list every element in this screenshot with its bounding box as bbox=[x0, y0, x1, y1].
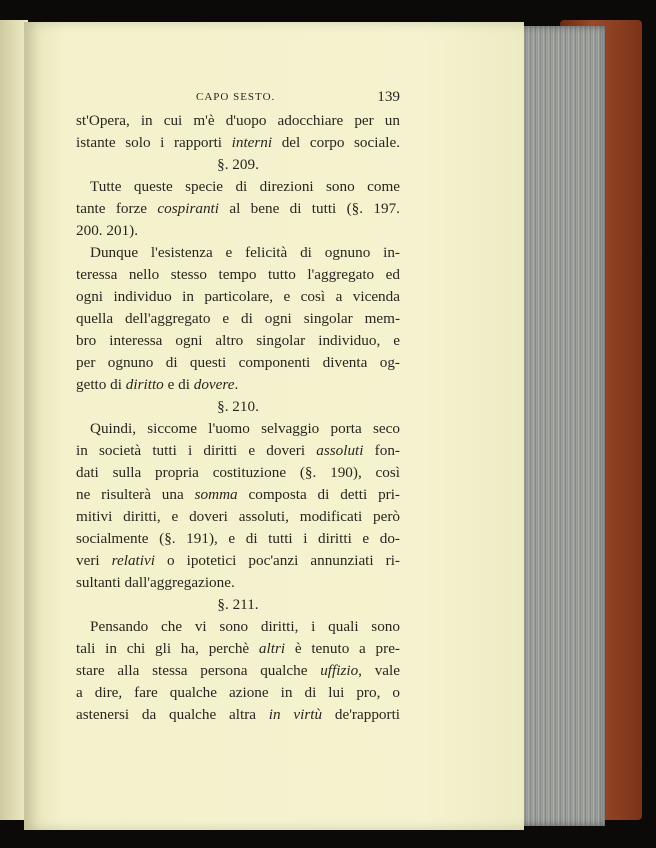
italic-term: relativi bbox=[111, 552, 155, 569]
text-line bbox=[76, 308, 400, 330]
page-number: 139 bbox=[377, 88, 400, 105]
text-line bbox=[76, 704, 400, 726]
text-line bbox=[76, 550, 400, 572]
text-line bbox=[76, 198, 400, 220]
text-segment: Quindi, siccome l'uomo selvaggio porta seco bbox=[90, 420, 400, 437]
text-segment: st'Opera, in cui m'è d'uopo adocchiare per un bbox=[76, 112, 400, 129]
text-line bbox=[76, 682, 400, 704]
text-line bbox=[76, 462, 400, 484]
text-segment: è tenuto a pre- bbox=[285, 640, 400, 657]
text-segment: ogni individuo in particolare, e così a vicenda bbox=[76, 288, 400, 305]
text-segment: o ipotetici poc'anzi annunziati ri- bbox=[154, 552, 400, 569]
text-line bbox=[76, 110, 400, 132]
text-segment: dati sulla propria costituzione (§. 190), così bbox=[76, 464, 400, 481]
page-header bbox=[76, 84, 400, 110]
section-heading bbox=[76, 154, 400, 176]
text-segment: tante forze bbox=[76, 200, 158, 217]
text-line bbox=[76, 220, 400, 242]
text-segment: Dunque l'esistenza e felicità di ognuno in- bbox=[90, 244, 400, 261]
text-line bbox=[76, 242, 400, 264]
text-segment: stare alla stessa persona qualche bbox=[76, 662, 321, 679]
text-segment: 200. 201). bbox=[76, 222, 139, 239]
page-edges bbox=[517, 26, 605, 826]
italic-term: in virtù bbox=[268, 706, 323, 723]
text-segment: composta di detti pri- bbox=[237, 486, 400, 503]
text-segment: §. 211. bbox=[217, 596, 259, 613]
page-text bbox=[76, 84, 400, 726]
text-segment: getto di bbox=[76, 376, 126, 393]
running-title: CAPO SESTO. bbox=[196, 91, 276, 103]
text-segment: istante solo i rapporti bbox=[76, 134, 232, 151]
text-line bbox=[76, 264, 400, 286]
text-segment: fon- bbox=[363, 442, 400, 459]
text-segment: tali in chi gli ha, perchè bbox=[76, 640, 259, 657]
text-line bbox=[76, 660, 400, 682]
section-heading bbox=[76, 396, 400, 418]
text-segment: e di bbox=[163, 376, 194, 393]
text-segment: teressa nello stesso tempo tutto l'aggregato ed bbox=[76, 266, 400, 283]
italic-term: altri bbox=[258, 640, 286, 657]
text-segment: al bene di tutti (§. 197. bbox=[219, 200, 400, 217]
text-segment: per ognuno di questi componenti diventa og- bbox=[76, 354, 400, 371]
text-segment: veri bbox=[76, 552, 112, 569]
text-segment: astenersi da qualche altra bbox=[76, 706, 269, 723]
text-line bbox=[76, 506, 400, 528]
text-segment: . bbox=[234, 376, 239, 393]
italic-term: assoluti bbox=[316, 442, 364, 459]
text-segment: mitivi diritti, e doveri assoluti, modificati però bbox=[76, 508, 400, 525]
text-line bbox=[76, 418, 400, 440]
text-line bbox=[76, 132, 400, 154]
text-segment: §. 210. bbox=[217, 398, 259, 415]
text-line bbox=[76, 638, 400, 660]
text-line bbox=[76, 330, 400, 352]
text-line bbox=[76, 440, 400, 462]
italic-term: somma bbox=[194, 486, 238, 503]
text-line bbox=[76, 572, 400, 594]
text-segment: sultanti dall'aggregazione. bbox=[76, 574, 235, 591]
text-line bbox=[76, 484, 400, 506]
text-segment: , vale bbox=[358, 662, 401, 679]
text-segment: de'rapporti bbox=[322, 706, 401, 723]
italic-term: diritto bbox=[125, 376, 164, 393]
italic-term: interni bbox=[231, 134, 273, 151]
text-line bbox=[76, 176, 400, 198]
text-segment: ne risulterà una bbox=[76, 486, 195, 503]
text-line bbox=[76, 352, 400, 374]
text-segment: §. 209. bbox=[217, 156, 259, 173]
text-segment: a dire, fare qualche azione in di lui pro, o bbox=[76, 684, 400, 701]
text-segment: quella dell'aggregato e di ogni singolar mem- bbox=[76, 310, 400, 327]
text-line bbox=[76, 286, 400, 308]
text-segment: bro interessa ogni altro singolar individuo, e bbox=[76, 332, 400, 349]
text-segment: Tutte queste specie di direzioni sono come bbox=[90, 178, 400, 195]
text-line bbox=[76, 528, 400, 550]
italic-term: cospiranti bbox=[157, 200, 219, 217]
section-heading bbox=[76, 594, 400, 616]
text-segment: in società tutti i diritti e doveri bbox=[76, 442, 317, 459]
italic-term: uffizio bbox=[320, 662, 359, 679]
italic-term: dovere bbox=[193, 376, 235, 393]
text-line bbox=[76, 616, 400, 638]
body-text bbox=[76, 110, 400, 726]
text-segment: socialmente (§. 191), e di tutti i diritti e do- bbox=[76, 530, 400, 547]
text-segment: del corpo sociale. bbox=[272, 134, 400, 151]
text-segment: Pensando che vi sono diritti, i quali sono bbox=[90, 618, 400, 635]
text-line bbox=[76, 374, 400, 396]
